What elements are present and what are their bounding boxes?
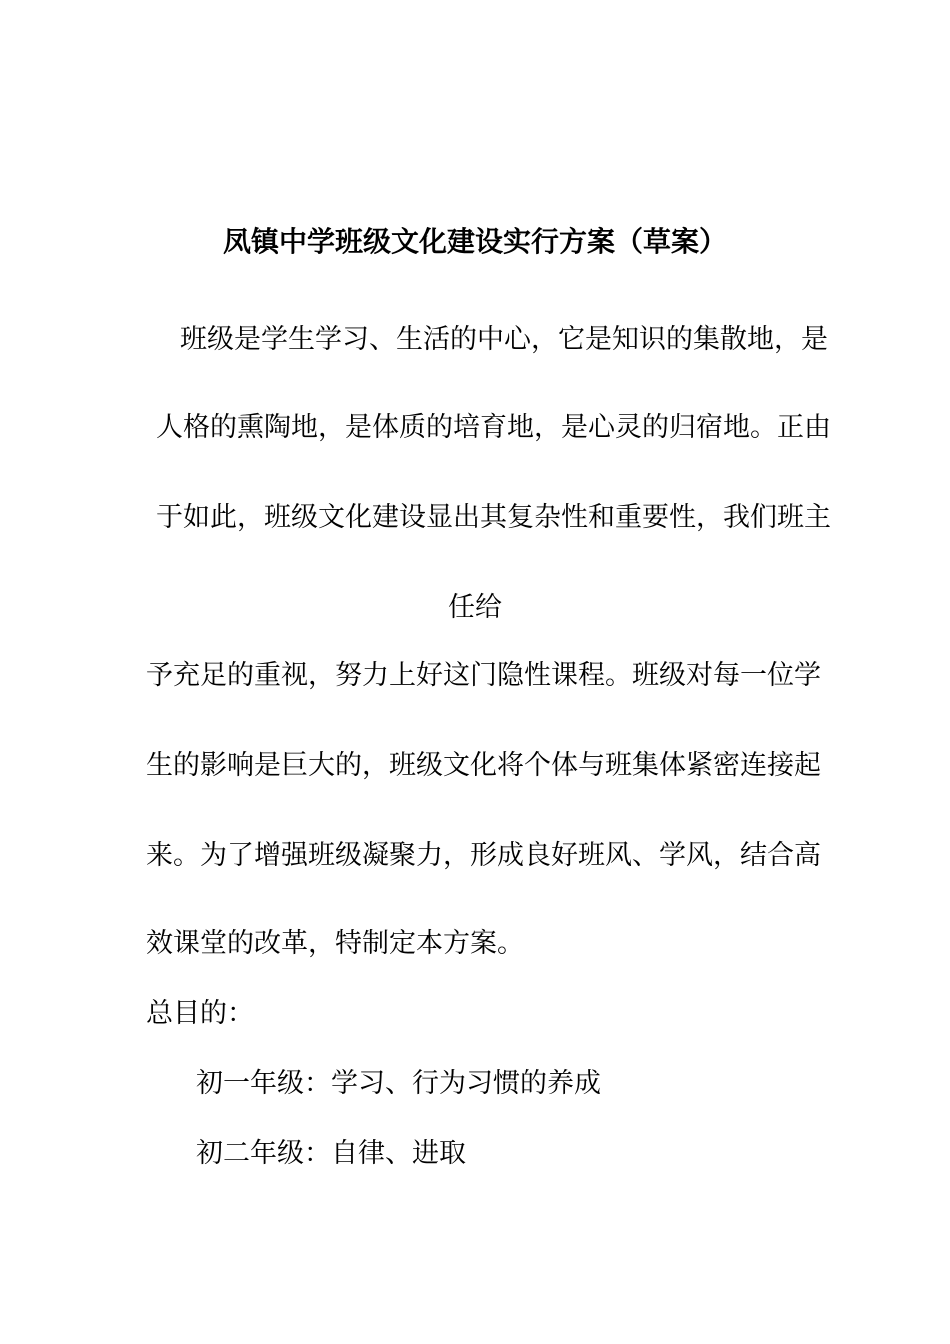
goal-item: 初一年级：学习、行为习惯的养成 (196, 1068, 601, 1099)
paragraph-line: 来。为了增强班级凝聚力，形成良好班风、学风，结合高 (146, 840, 821, 871)
paragraph-line: 于如此，班级文化建设显出其复杂性和重要性，我们班主 (156, 502, 831, 533)
paragraph-line: 效课堂的改革，特制定本方案。 (146, 928, 524, 959)
paragraph-line: 生的影响是巨大的，班级文化将个体与班集体紧密连接起 (146, 750, 821, 781)
paragraph-line: 班级是学生学习、生活的中心，它是知识的集散地，是 (180, 324, 828, 355)
goal-item: 初二年级：自律、进取 (196, 1138, 466, 1169)
paragraph-line: 任给 (448, 592, 502, 623)
paragraph-line: 予充足的重视，努力上好这门隐性课程。班级对每一位学 (146, 660, 821, 691)
paragraph-line: 人格的熏陶地，是体质的培育地，是心灵的归宿地。正由 (156, 412, 831, 443)
document-title: 凤镇中学班级文化建设实行方案（草案） (222, 225, 727, 258)
section-heading: 总目的： (146, 998, 254, 1029)
